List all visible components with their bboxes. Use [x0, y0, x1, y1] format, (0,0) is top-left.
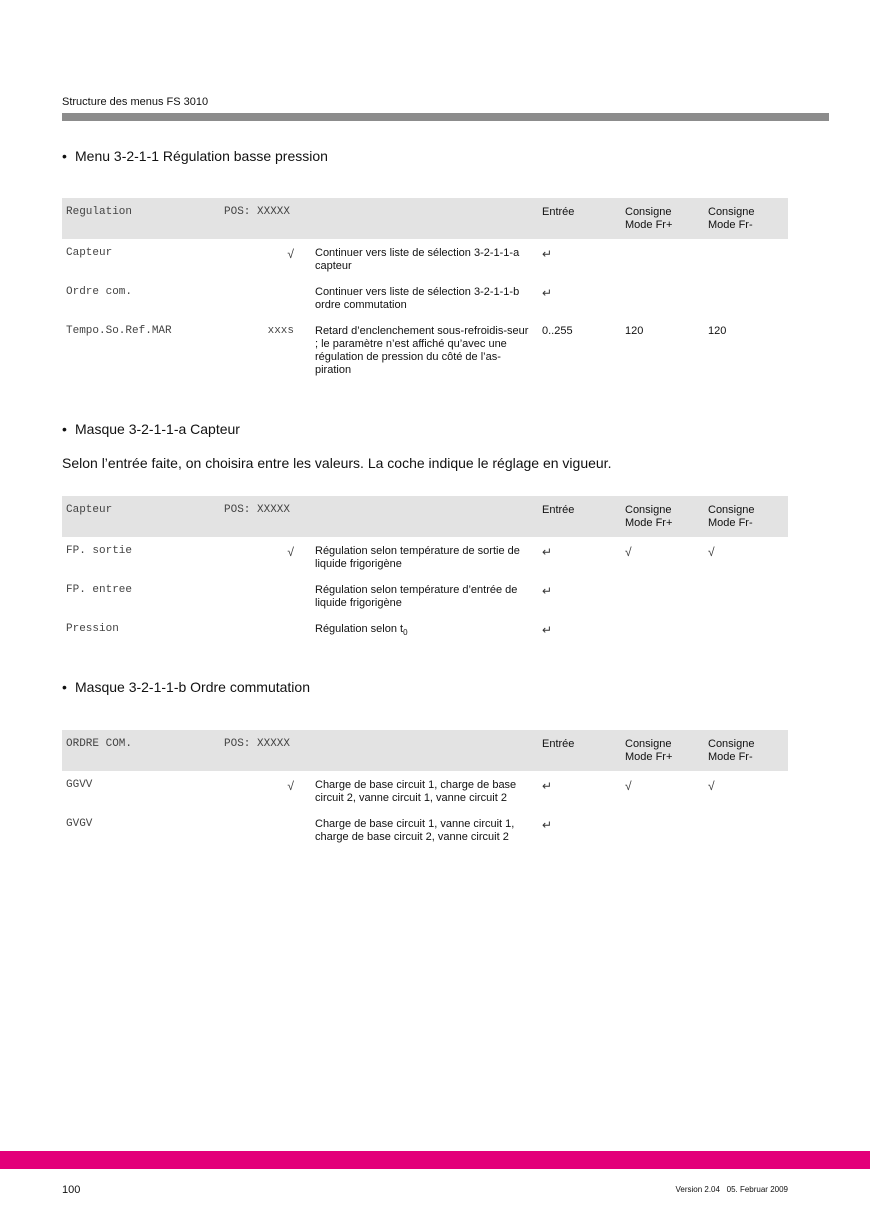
row-name: Capteur	[66, 247, 113, 259]
row-consigne-plus: 120	[625, 325, 644, 337]
enter-key-icon: ↵	[542, 818, 553, 832]
bullet: •	[62, 421, 67, 437]
section-title-text: Masque 3-2-1-1-a Capteur	[75, 421, 240, 437]
row-description: Régulation selon température de sortie de liquide frigorigène	[315, 545, 520, 570]
row-consigne-minus: √	[708, 779, 715, 793]
row-name: Ordre com.	[66, 286, 133, 298]
table-header	[62, 496, 788, 537]
table-row	[62, 537, 788, 576]
running-head: Structure des menus FS 3010	[62, 96, 209, 108]
row-description: Charge de base circuit 1, vanne circuit 1, charge de base circuit 2, vanne circuit 2	[315, 818, 515, 843]
header-consigne-minus: Consigne Mode Fr-	[708, 504, 755, 529]
row-name: FP. entree	[66, 584, 133, 596]
table-regulation	[62, 198, 788, 383]
row-consigne-plus: √	[625, 545, 632, 559]
row-name: Pression	[66, 623, 119, 635]
enter-key-icon: ↵	[542, 779, 553, 793]
row-consigne-minus: √	[708, 545, 715, 559]
header-rule	[62, 113, 829, 121]
header-consigne-plus: Consigne Mode Fr+	[625, 206, 673, 231]
table-header	[62, 730, 788, 771]
row-description	[315, 623, 533, 639]
table-row	[62, 239, 788, 278]
header-name: ORDRE COM.	[66, 738, 133, 750]
enter-key-icon: ↵	[542, 247, 553, 261]
bullet: •	[62, 148, 67, 164]
row-description: Charge de base circuit 1, charge de base circuit 2, vanne circuit 1, vanne circuit 2	[315, 779, 517, 804]
version-info: Version 2.04 05. Februar 2009	[675, 1185, 788, 1194]
table-row	[62, 576, 788, 615]
section-title-capteur	[62, 421, 240, 437]
row-name: Tempo.So.Ref.MAR	[66, 325, 172, 337]
header-consigne-minus: Consigne Mode Fr-	[708, 738, 755, 763]
section-title-regulation	[62, 148, 328, 164]
section-title-ordre-commutation	[62, 679, 310, 695]
table-capteur	[62, 496, 788, 645]
header-pos: POS: XXXXX	[224, 504, 291, 516]
header-name: Capteur	[66, 504, 113, 516]
header-consigne-plus: Consigne Mode Fr+	[625, 738, 673, 763]
section-title-text: Masque 3-2-1-1-b Ordre commutation	[75, 679, 310, 695]
row-description: Retard d’enclenchement sous-refroidis-seur ; le paramètre n’est affiché qu’avec une régulation de pression du côté de l’as-piration	[315, 325, 529, 376]
row-name: GVGV	[66, 818, 93, 830]
enter-key-icon: ↵	[542, 286, 553, 300]
enter-key-icon: ↵	[542, 584, 553, 598]
table-row	[62, 317, 788, 383]
row-value: √	[287, 545, 294, 559]
header-pos: POS: XXXXX	[224, 738, 291, 750]
row-description-subscript: 0	[403, 628, 408, 638]
table-row	[62, 810, 788, 849]
row-description-text: Régulation selon t	[315, 623, 404, 635]
row-consigne-plus: √	[625, 779, 632, 793]
table-header	[62, 198, 788, 239]
bullet: •	[62, 679, 67, 695]
header-consigne-minus: Consigne Mode Fr-	[708, 206, 755, 231]
footer-bar	[0, 1151, 870, 1169]
enter-key-icon: ↵	[542, 545, 553, 559]
row-value: xxxs	[267, 325, 294, 337]
row-description: Continuer vers liste de sélection 3-2-1-1-b ordre commutation	[315, 286, 520, 311]
table-row	[62, 615, 788, 645]
header-pos: POS: XXXXX	[224, 206, 291, 218]
section-title-text: Menu 3-2-1-1 Régulation basse pression	[75, 148, 328, 164]
header-entry: Entrée	[542, 206, 575, 218]
row-name: FP. sortie	[66, 545, 133, 557]
table-ordre-commutation	[62, 730, 788, 849]
row-value: √	[287, 247, 294, 261]
page-number: 100	[62, 1184, 81, 1196]
row-entry-range: 0..255	[542, 325, 573, 337]
header-name: Regulation	[66, 206, 133, 218]
header-entry: Entrée	[542, 738, 575, 750]
row-name: GGVV	[66, 779, 93, 791]
enter-key-icon: ↵	[542, 623, 553, 637]
row-value: √	[287, 779, 294, 793]
row-consigne-minus: 120	[708, 325, 727, 337]
row-description: Régulation selon température d’entrée de liquide frigorigène	[315, 584, 518, 609]
header-entry: Entrée	[542, 504, 575, 516]
table-row	[62, 771, 788, 810]
table-row	[62, 278, 788, 317]
section-intro: Selon l’entrée faite, on choisira entre les valeurs. La coche indique le réglage en vigueur.	[62, 455, 612, 471]
row-description: Continuer vers liste de sélection 3-2-1-1-a capteur	[315, 247, 520, 272]
header-consigne-plus: Consigne Mode Fr+	[625, 504, 673, 529]
